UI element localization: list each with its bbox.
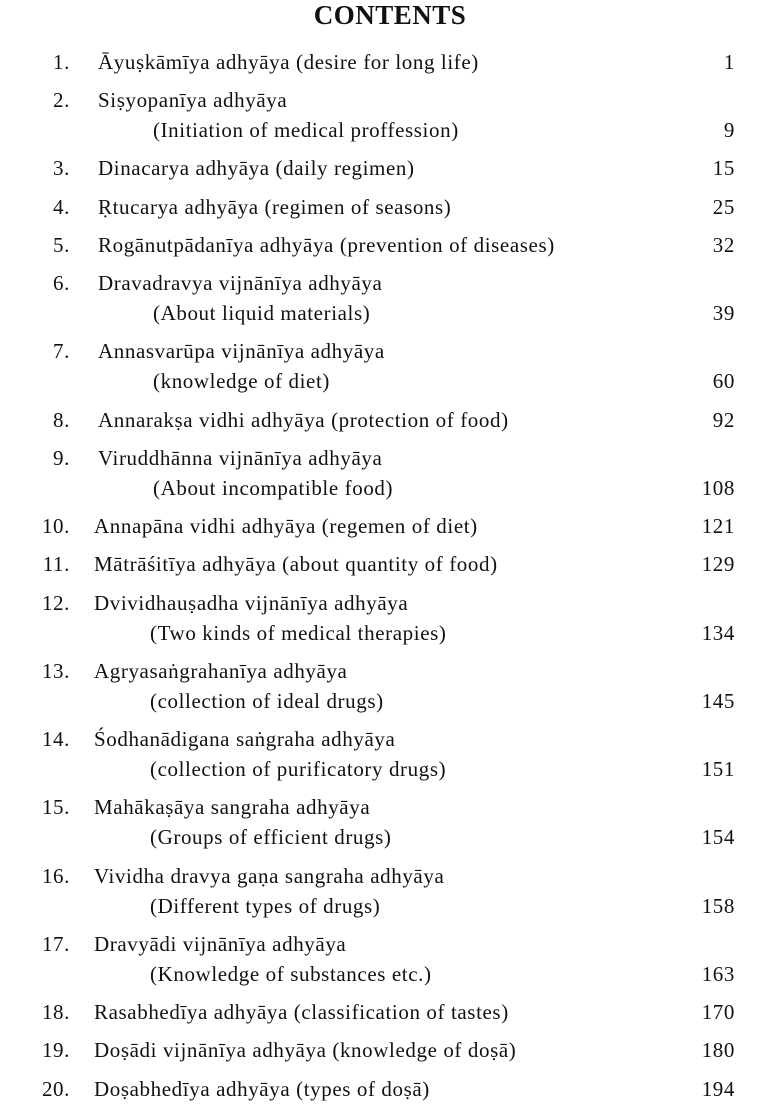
toc-entry-subtitle: (About incompatible food)	[153, 475, 394, 500]
toc-entry-number: 8.	[53, 407, 70, 432]
toc-entry-title: Vividha dravya gaṇa sangraha adhyāya	[94, 863, 445, 888]
toc-entry-page: 194	[701, 1076, 735, 1101]
toc-entry-title: Śodhanādigana saṅgraha adhyāya	[94, 727, 396, 752]
toc-entry-title: Āyuṣkāmīya adhyāya (desire for long life)	[98, 50, 479, 74]
toc-entry-title: Dravadravya vijnānīya adhyāya	[98, 271, 383, 296]
toc-entry	[0, 48, 780, 86]
toc-entry-page: 154	[701, 825, 735, 850]
toc-entry-page: 163	[701, 961, 735, 986]
table-of-contents	[0, 48, 780, 1113]
toc-entry-number: 13.	[41, 658, 70, 683]
toc-entry-title: Rogānutpādanīya adhyāya (prevention of diseases)	[98, 232, 555, 257]
toc-entry-title: Dvividhauṣadha vijnānīya adhyāya	[94, 590, 409, 615]
toc-entry	[0, 793, 780, 861]
toc-entry	[0, 862, 780, 930]
toc-entry	[0, 231, 780, 269]
toc-entry	[0, 337, 780, 405]
toc-entry-number: 5.	[53, 232, 70, 257]
toc-entry-number: 16.	[41, 863, 70, 888]
toc-entry-page: 145	[701, 688, 735, 713]
toc-entry-page: 180	[701, 1038, 735, 1063]
toc-entry-page: 129	[701, 552, 735, 577]
toc-entry-title: Mahākaṣāya sangraha adhyāya	[94, 795, 371, 820]
toc-entry	[0, 998, 780, 1036]
toc-entry	[0, 550, 780, 588]
toc-entry-number: 19.	[41, 1038, 70, 1063]
toc-entry-title: Viruddhānna vijnānīya adhyāya	[98, 445, 383, 470]
toc-entry	[0, 657, 780, 725]
toc-entry-title: Agryasaṅgrahanīya adhyāya	[94, 658, 348, 683]
toc-entry-number: 18.	[41, 1000, 70, 1025]
toc-entry-page: 39	[712, 301, 735, 326]
toc-entry-subtitle: (collection of purificatory drugs)	[150, 757, 447, 782]
toc-entry	[0, 589, 780, 657]
toc-entry-page: 25	[712, 194, 735, 219]
toc-entry	[0, 1075, 780, 1113]
toc-entry-title: Dravyādi vijnānīya adhyāya	[94, 931, 347, 956]
toc-entry-number: 7.	[53, 339, 70, 364]
toc-entry-page: 32	[712, 232, 735, 257]
toc-entry-number: 1.	[53, 50, 70, 74]
toc-entry-subtitle: (Knowledge of substances etc.)	[150, 961, 432, 986]
toc-entry-number: 9.	[53, 445, 70, 470]
toc-entry-subtitle: (Different types of drugs)	[150, 893, 381, 918]
toc-entry-page: 9	[723, 118, 735, 143]
toc-entry-number: 2.	[53, 88, 70, 113]
toc-entry	[0, 1036, 780, 1074]
toc-entry-subtitle: (Initiation of medical proffession)	[153, 118, 459, 143]
toc-entry-title: Ṛtucarya adhyāya (regimen of seasons)	[98, 194, 452, 219]
toc-entry	[0, 86, 780, 154]
toc-entry	[0, 406, 780, 444]
toc-entry-number: 12.	[41, 590, 70, 615]
toc-entry-page: 170	[701, 1000, 735, 1025]
toc-entry-page: 60	[712, 369, 735, 394]
toc-entry-title: Doṣabhedīya adhyāya (types of doṣā)	[94, 1076, 430, 1101]
toc-entry-number: 4.	[53, 194, 70, 219]
toc-entry-number: 3.	[53, 156, 70, 181]
toc-entry-number: 15.	[41, 795, 70, 820]
toc-entry	[0, 154, 780, 192]
toc-entry-subtitle: (Groups of efficient drugs)	[150, 825, 392, 850]
toc-entry-title: Siṣyopanīya adhyāya	[98, 88, 288, 113]
toc-entry-number: 10.	[41, 514, 70, 539]
toc-entry-title: Doṣādi vijnānīya adhyāya (knowledge of doṣā)	[94, 1038, 517, 1063]
toc-entry-page: 15	[712, 156, 735, 181]
page-title: CONTENTS	[313, 0, 467, 30]
toc-entry-page: 121	[701, 514, 735, 539]
toc-entry-page: 92	[712, 407, 735, 432]
toc-entry-page: 108	[701, 475, 735, 500]
toc-entry-number: 17.	[41, 931, 70, 956]
toc-entry-number: 20.	[41, 1076, 70, 1101]
toc-entry-title: Dinacarya adhyāya (daily regimen)	[98, 156, 415, 181]
toc-entry	[0, 725, 780, 793]
toc-entry-subtitle: (knowledge of diet)	[153, 369, 331, 394]
toc-entry-page: 151	[701, 757, 735, 782]
toc-entry	[0, 512, 780, 550]
toc-entry-number: 6.	[53, 271, 70, 296]
toc-entry	[0, 444, 780, 512]
toc-entry-subtitle: (About liquid materials)	[153, 301, 371, 326]
toc-entry	[0, 269, 780, 337]
toc-entry-subtitle: (Two kinds of medical therapies)	[150, 620, 447, 645]
toc-entry-page: 1	[723, 50, 735, 74]
toc-entry	[0, 930, 780, 998]
toc-entry-title: Annasvarūpa vijnānīya adhyāya	[98, 339, 385, 364]
toc-entry-number: 11.	[42, 552, 70, 577]
toc-entry-subtitle: (collection of ideal drugs)	[150, 688, 384, 713]
toc-entry-title: Rasabhedīya adhyāya (classification of tastes)	[94, 1000, 509, 1025]
toc-entry-title: Mātrāśitīya adhyāya (about quantity of food)	[94, 552, 498, 577]
toc-entry-page: 158	[701, 893, 735, 918]
toc-entry-page: 134	[701, 620, 735, 645]
toc-entry-title: Annarakṣa vidhi adhyāya (protection of food)	[98, 407, 509, 432]
toc-entry	[0, 193, 780, 231]
toc-entry-title: Annapāna vidhi adhyāya (regemen of diet)	[94, 514, 478, 539]
toc-entry-number: 14.	[41, 727, 70, 752]
